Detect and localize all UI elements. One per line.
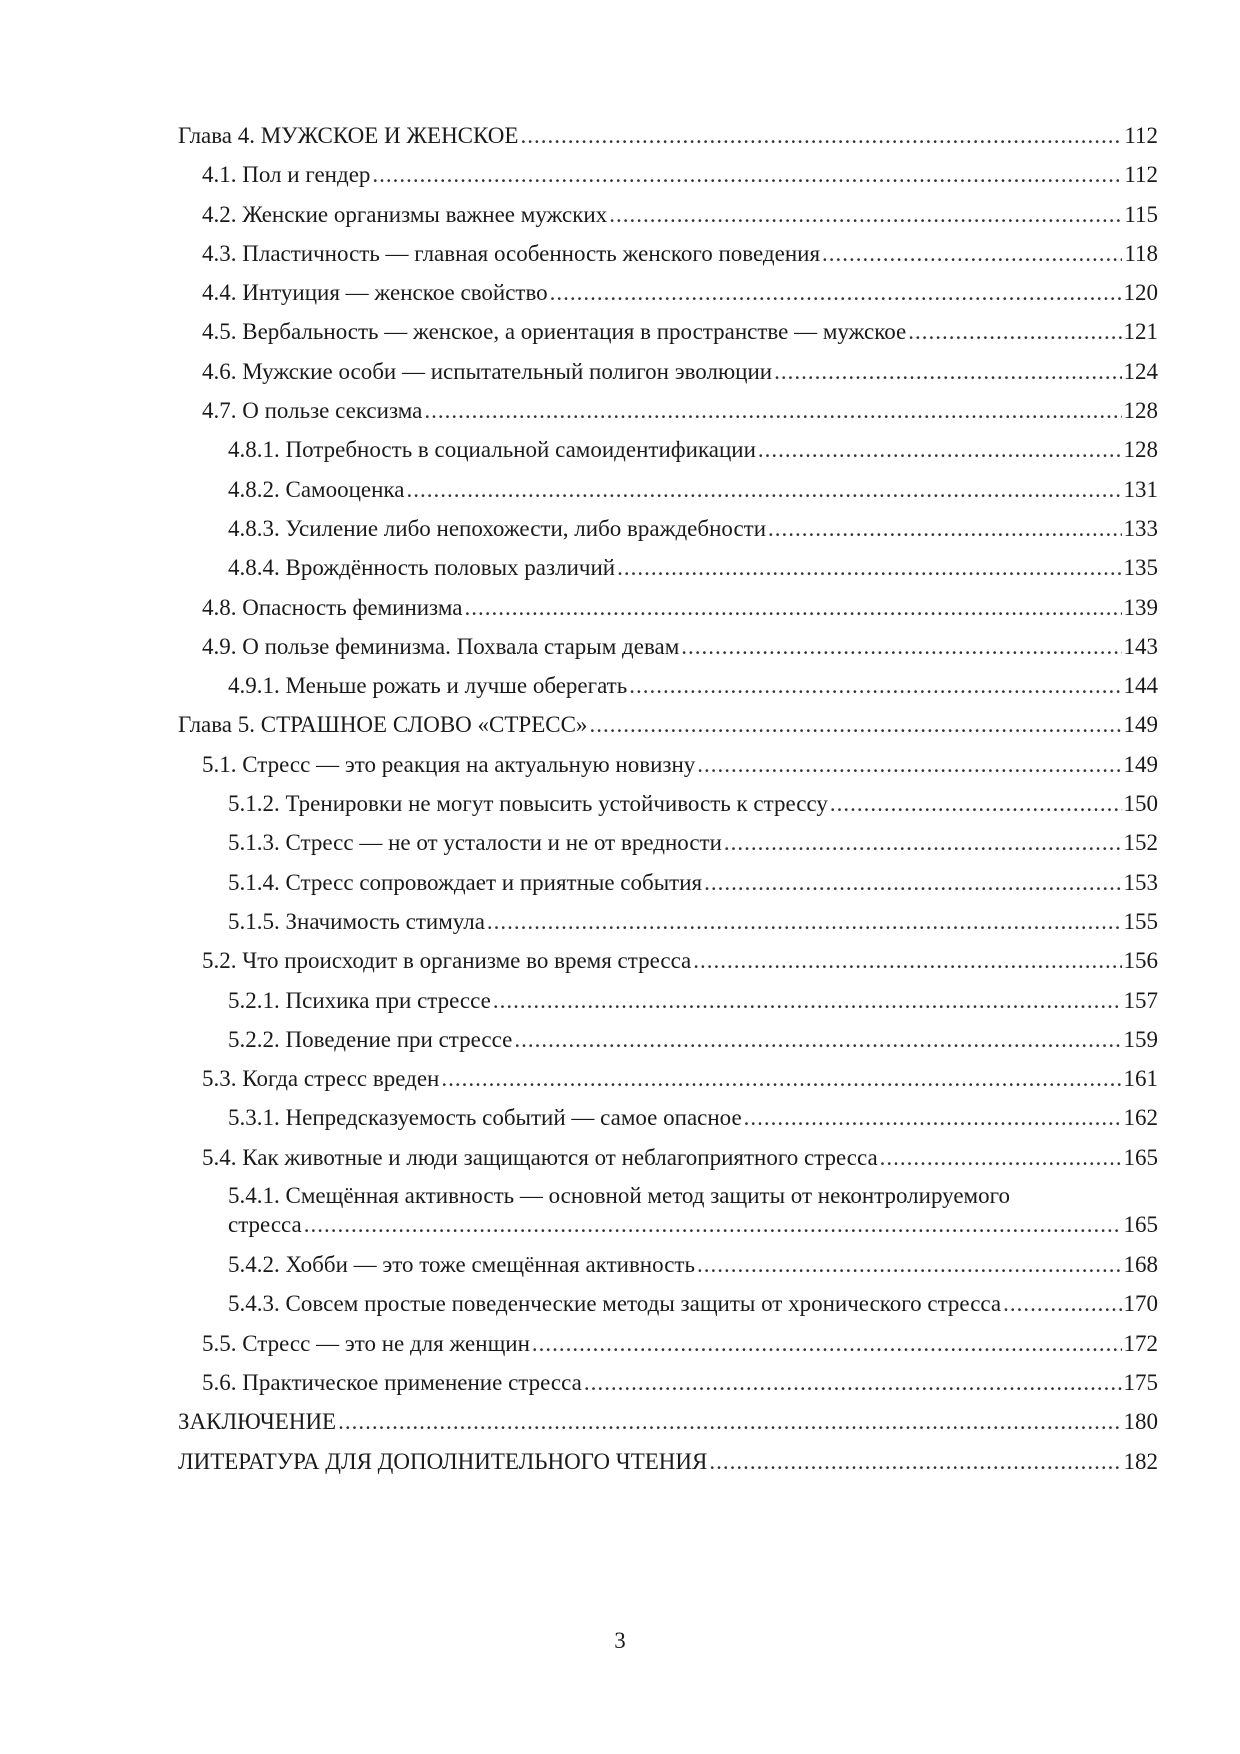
toc-section-entry — [178, 863, 1158, 902]
toc-page-number: 170 — [1123, 1291, 1158, 1317]
toc-entry-title: 4.8.1. Потребность в социальной самоидентификации — [228, 437, 756, 463]
toc-section-entry — [178, 234, 1158, 273]
toc-page-number: 124 — [1123, 358, 1158, 384]
toc-leader-dots — [693, 941, 1121, 980]
toc-leader-dots — [338, 1402, 1121, 1441]
toc-entry-title: 5.1.3. Стресс — не от усталости и не от вредности — [228, 830, 722, 856]
toc-leader-dots — [681, 627, 1121, 666]
toc-entry-title: 5.4.3. Совсем простые поведенческие методы защиты от хронического стресса — [228, 1291, 1002, 1317]
toc-section-entry — [178, 1020, 1158, 1059]
toc-entry-title: 5.6. Практическое применение стресса — [202, 1369, 582, 1395]
toc-page-number: 144 — [1123, 673, 1158, 699]
toc-entry-title: 5.1. Стресс — это реакция на актуальную новизну — [202, 751, 696, 777]
toc-leader-dots — [304, 1210, 1122, 1239]
toc-chapter-entry — [178, 705, 1158, 744]
toc-entry-title: ЗАКЛЮЧЕНИЕ — [178, 1409, 337, 1435]
toc-leader-dots — [372, 155, 1122, 194]
toc-page-number: 150 — [1123, 791, 1158, 817]
toc-leader-dots — [464, 588, 1121, 627]
toc-leader-dots — [406, 470, 1121, 509]
toc-leader-dots — [514, 1020, 1121, 1059]
toc-page-number: 120 — [1123, 280, 1158, 306]
toc-leader-dots — [724, 823, 1122, 862]
toc-page-number: 149 — [1123, 751, 1158, 777]
toc-entry-title: 4.9. О пользе феминизма. Похвала старым девам — [202, 633, 680, 659]
toc-entry-title: 4.6. Мужские особи — испытательный полигон эволюции — [202, 358, 773, 384]
toc-page-number: 118 — [1124, 240, 1158, 266]
toc-leader-dots — [774, 352, 1121, 391]
toc-section-entry — [178, 1059, 1158, 1098]
toc-page-number: 165 — [1123, 1144, 1158, 1170]
toc-page-number: 180 — [1123, 1409, 1158, 1435]
toc-page-number: 131 — [1123, 476, 1158, 502]
toc-entry-title: 5.4.2. Хобби — это тоже смещённая активность — [228, 1252, 695, 1278]
toc-entry-title: 5.2. Что происходит в организме во время стресса — [202, 948, 692, 974]
toc-page-number: 115 — [1124, 201, 1158, 227]
toc-page-number: 112 — [1124, 162, 1158, 188]
toc-section-entry — [178, 352, 1158, 391]
toc-page-number: 165 — [1123, 1212, 1158, 1238]
toc-entry-title: 4.9.1. Меньше рожать и лучше оберегать — [228, 673, 628, 699]
toc-section-entry — [178, 391, 1158, 430]
toc-leader-dots — [629, 666, 1121, 705]
toc-entry-title: 4.3. Пластичность — главная особенность женского поведения — [202, 240, 821, 266]
toc-chapter-entry — [178, 116, 1158, 155]
toc-section-entry — [178, 588, 1158, 627]
toc-leader-dots — [704, 863, 1121, 902]
toc-section-entry — [178, 627, 1158, 666]
toc-section-entry — [178, 312, 1158, 351]
toc-section-entry — [178, 981, 1158, 1020]
toc-entry-title: 5.4. Как животные и люди защищаются от неблагоприятного стресса — [202, 1144, 878, 1170]
toc-page-number: 182 — [1123, 1448, 1158, 1474]
toc-entry-title: 5.3. Когда стресс вреден — [202, 1066, 440, 1092]
toc-leader-dots — [584, 1363, 1122, 1402]
toc-page-number: 162 — [1123, 1105, 1158, 1131]
toc-leader-dots — [768, 509, 1121, 548]
toc-leader-dots — [697, 1245, 1122, 1284]
toc-page-number: 157 — [1123, 987, 1158, 1013]
toc-page-number: 128 — [1123, 398, 1158, 424]
toc-page-number: 152 — [1123, 830, 1158, 856]
toc-page-number: 172 — [1123, 1330, 1158, 1356]
toc-section-entry — [178, 1245, 1158, 1284]
toc-entry-title: Глава 5. СТРАШНОЕ СЛОВО «СТРЕСС» — [178, 712, 588, 738]
toc-entry-title: 5.4.1. Смещённая активность — основной метод защиты от неконтролируемого — [228, 1183, 1010, 1209]
toc-entry-title: ЛИТЕРАТУРА ДЛЯ ДОПОЛНИТЕЛЬНОГО ЧТЕНИЯ — [178, 1448, 708, 1474]
toc-entry-title-continued: стресса — [228, 1212, 302, 1238]
toc-section-entry — [178, 1177, 1158, 1245]
toc-entry-title: 4.4. Интуиция — женское свойство — [202, 280, 548, 306]
toc-leader-dots — [758, 430, 1122, 469]
toc-page-number: 139 — [1123, 594, 1158, 620]
toc-page-number: 168 — [1123, 1252, 1158, 1278]
toc-entry-title: 5.1.4. Стресс сопровождает и приятные события — [228, 869, 703, 895]
toc-section-entry — [178, 1284, 1158, 1323]
toc-entry-title: 5.2.1. Психика при стрессе — [228, 987, 491, 1013]
toc-leader-dots — [830, 784, 1122, 823]
toc-entry-title: 4.7. О пользе сексизма — [202, 398, 423, 424]
toc-section-entry — [178, 1324, 1158, 1363]
toc-section-entry — [178, 548, 1158, 587]
toc-entry-title: 5.2.2. Поведение при стрессе — [228, 1026, 513, 1052]
toc-entry-title: 4.2. Женские организмы важнее мужских — [202, 201, 608, 227]
toc-entry-title: 4.8.2. Самооценка — [228, 476, 405, 502]
toc-page-number: 155 — [1123, 908, 1158, 934]
toc-section-entry — [178, 195, 1158, 234]
toc-leader-dots — [550, 273, 1122, 312]
toc-entry-title: 4.8. Опасность феминизма — [202, 594, 463, 620]
toc-section-entry — [178, 273, 1158, 312]
toc-leader-dots — [520, 116, 1122, 155]
toc-section-entry — [178, 666, 1158, 705]
toc-leader-dots — [709, 1442, 1121, 1481]
toc-entry-title: 5.1.2. Тренировки не могут повысить устойчивость к стрессу — [228, 791, 828, 817]
toc-section-entry — [178, 1363, 1158, 1402]
toc-section-entry — [178, 745, 1158, 784]
toc-page-number: 149 — [1123, 712, 1158, 738]
toc-leader-dots — [880, 1138, 1122, 1177]
toc-leader-dots — [1003, 1284, 1121, 1323]
toc-page-number: 112 — [1124, 123, 1158, 148]
toc-chapter-entry — [178, 1442, 1158, 1481]
toc-leader-dots — [617, 548, 1121, 587]
toc-leader-dots — [493, 981, 1122, 1020]
toc-page-number: 128 — [1123, 437, 1158, 463]
toc-section-entry — [178, 784, 1158, 823]
toc-leader-dots — [744, 1098, 1122, 1137]
toc-page-number: 159 — [1123, 1026, 1158, 1052]
toc-chapter-entry — [178, 1402, 1158, 1441]
toc-section-entry — [178, 509, 1158, 548]
toc-page-number: 156 — [1123, 948, 1158, 974]
toc-section-entry — [178, 823, 1158, 862]
toc-leader-dots — [487, 902, 1122, 941]
toc-entry-title: 4.1. Пол и гендер — [202, 162, 371, 188]
toc-leader-dots — [822, 234, 1122, 273]
page-number: 3 — [614, 1628, 626, 1653]
toc-entry-title: Глава 4. МУЖСКОЕ И ЖЕНСКОЕ — [178, 123, 519, 148]
toc-page-number: 121 — [1123, 319, 1158, 345]
toc-leader-dots — [424, 391, 1121, 430]
toc-section-entry — [178, 941, 1158, 980]
toc-entry-title: 4.8.4. Врождённость половых различий — [228, 555, 616, 581]
toc-page-number: 143 — [1123, 633, 1158, 659]
toc-page-number: 135 — [1123, 555, 1158, 581]
toc-entry-title: 4.5. Вербальность — женское, а ориентация в пространстве — мужское — [202, 319, 907, 345]
table-of-contents — [178, 116, 1158, 1481]
toc-leader-dots — [589, 705, 1121, 744]
toc-section-entry — [178, 1098, 1158, 1137]
toc-section-entry — [178, 470, 1158, 509]
toc-entry-title: 5.3.1. Непредсказуемость событий — самое опасное — [228, 1105, 742, 1131]
toc-entry-title: 5.5. Стресс — это не для женщин — [202, 1330, 530, 1356]
toc-leader-dots — [609, 195, 1122, 234]
toc-section-entry — [178, 155, 1158, 194]
toc-leader-dots — [697, 745, 1121, 784]
toc-section-entry — [178, 1138, 1158, 1177]
toc-leader-dots — [441, 1059, 1121, 1098]
toc-leader-dots — [908, 312, 1121, 351]
toc-page-number: 175 — [1123, 1369, 1158, 1395]
toc-leader-dots — [532, 1324, 1122, 1363]
toc-entry-title: 5.1.5. Значимость стимула — [228, 908, 485, 934]
toc-page-number: 153 — [1123, 869, 1158, 895]
toc-page-number: 133 — [1123, 515, 1158, 541]
toc-section-entry — [178, 430, 1158, 469]
toc-entry-title: 4.8.3. Усиление либо непохожести, либо враждебности — [228, 515, 767, 541]
toc-page-number: 161 — [1123, 1066, 1158, 1092]
toc-section-entry — [178, 902, 1158, 941]
